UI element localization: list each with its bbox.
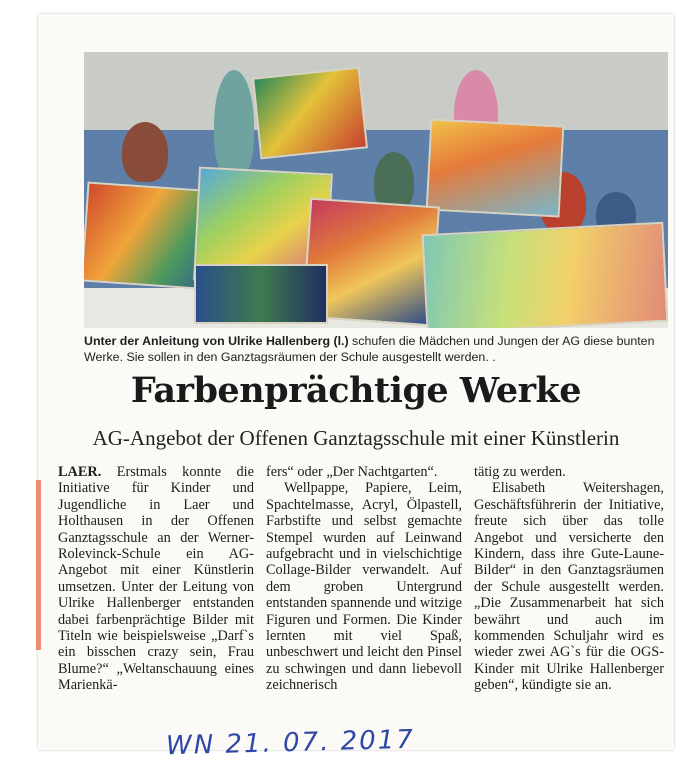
column-2-paragraph: Wellpappe, Papiere, Leim, Spachtelmasse, Acryl, Ölpastell, Farbstifte und selbst gemachte Stempel wurden auf Leinwand aufgebracht und in vielschichtige Collage-Bilder verwandelt. Auf dem groben Untergrund entstanden spannende und witzige Figuren und Formen. Die Kinder lernten mit viel Spaß, unbeschwert und leicht den Pinsel zu schwingen und dann liebevoll zeichnerisch bbox=[266, 480, 462, 694]
article-column-1 bbox=[58, 464, 254, 694]
photo-wall bbox=[84, 52, 668, 130]
photo-caption bbox=[84, 333, 674, 365]
child-figure bbox=[122, 122, 168, 182]
article-column-2 bbox=[266, 464, 462, 694]
painting-canvas bbox=[426, 119, 565, 218]
article-column-3 bbox=[474, 464, 664, 694]
painting-canvas bbox=[422, 222, 668, 328]
handwritten-date: WN 21. 07. 2017 bbox=[165, 724, 416, 762]
column-2-lead: fers“ oder „Der Nachtgarten“. bbox=[266, 464, 438, 480]
article-photo bbox=[84, 52, 668, 328]
newspaper-clipping bbox=[38, 14, 674, 750]
column-3-lead: tätig zu werden. bbox=[474, 464, 566, 480]
headline: Farbenprächtige Werke bbox=[130, 370, 582, 411]
column-3-paragraph: Elisabeth Weitershagen, Geschäftsführerin der Initiative, freute sich über das tolle Angebot und versicherte den Kindern, dass ihre Gute-Laune-Bilder“ in den Ganztagsräumen der Schule ausgestellt werden. „Die Zusammenarbeit hat sich bewährt und auch im kommenden Schuljahr wird es wieder zwei AG`s für die OGS-Kinder mit Ulrike Hallenberger geben“, kündigte sie an. bbox=[474, 480, 664, 694]
column-1-text: Erstmals konnte die Initiative für Kinder und Jugendliche in Laer und Holthausen in der Offenen Ganztagsschule an der Werner-Rolevinck-Schule ein AG-Angebot mit einer Künstlerin umsetzen. Unter der Leitung von Ulrike Hallenberger entstanden dabei farbenprächtige Bilder mit Titeln wie beispielsweise „Darf`s ein bisschen crazy sein, Frau Blume?“ „Weltanschauung eines Marienkä- bbox=[58, 464, 254, 694]
dateline: LAER. bbox=[58, 464, 102, 480]
child-figure bbox=[214, 70, 254, 180]
painting-canvas bbox=[194, 264, 328, 324]
painting-canvas bbox=[252, 67, 368, 160]
subheadline: AG-Angebot der Offenen Ganztagsschule mit einer Künstlerin bbox=[92, 426, 620, 450]
caption-text: schufen die Mädchen und Jungen der AG diese bunten Werke. Sie sollen in den Ganztagsräumen der Schule ausgestellt werden. . bbox=[84, 334, 655, 364]
caption-bold: Unter der Anleitung von Ulrike Hallenberg (l.) bbox=[84, 334, 349, 348]
scan-edge-mark bbox=[36, 480, 41, 650]
